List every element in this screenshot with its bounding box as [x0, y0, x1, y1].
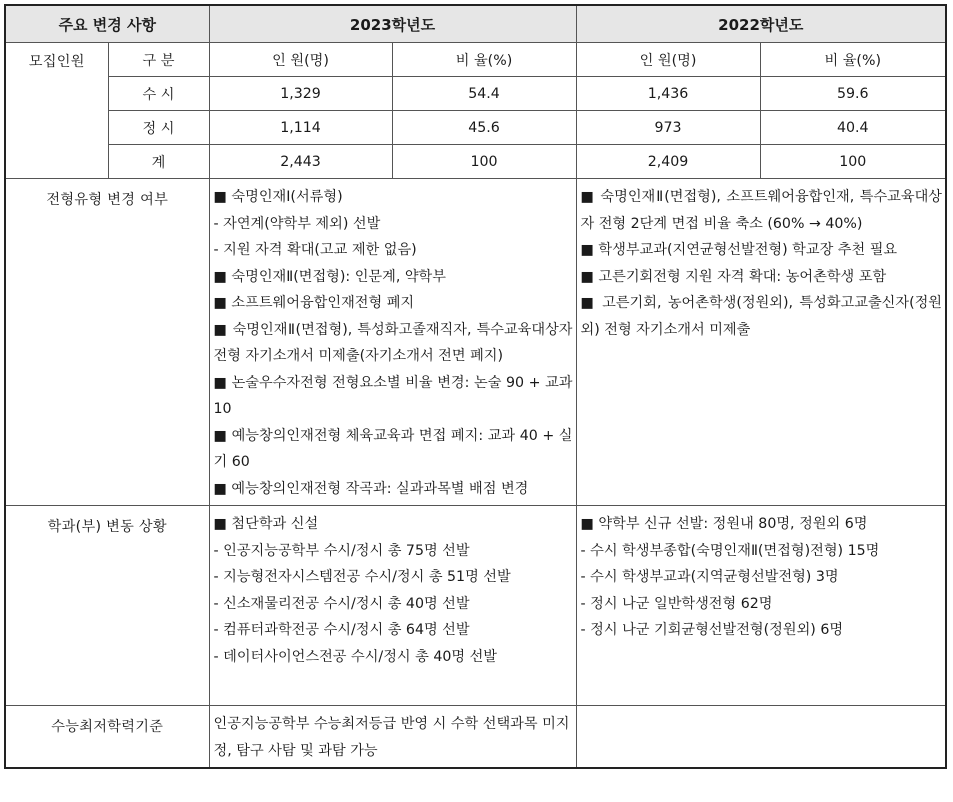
cell-value: 100: [392, 145, 576, 179]
list-item: - 데이터사이언스전공 수시/정시 총 40명 선발: [213, 648, 498, 665]
cell-value: 2,443: [209, 145, 392, 179]
list-item: - 수시 학생부교과(지역균형선발전형) 3명: [580, 569, 839, 585]
admission-changes-table: [4, 4, 947, 769]
recruit-subheader-row: [5, 43, 946, 77]
dept-change-label: 학과(부) 변동 상황: [5, 506, 209, 706]
list-item: - 인공지능공학부 수시/정시 총 75명 선발: [213, 542, 470, 559]
type-change-row: [5, 179, 946, 506]
list-item: - 정시 나군 기회균형선발전형(정원외) 6명: [580, 622, 844, 638]
list-item: ■ 고른기회전형 지원 자격 확대: 농어촌학생 포함: [580, 268, 887, 285]
list-item: ■ 예능창의인재전형 체육교육과 면접 폐지: 교과 40 + 실기 60: [213, 427, 573, 470]
cell-value: 973: [576, 111, 760, 145]
cell-value: 1,329: [209, 77, 392, 111]
row-name: 계: [108, 145, 209, 179]
type-change-label: 전형유형 변경 여부: [5, 179, 209, 506]
list-item: ■ 논술우수자전형 전형요소별 비율 변경: 논술 90 + 교과 10: [213, 374, 573, 417]
list-item: ■ 숙명인재Ⅰ(서류형): [213, 189, 343, 205]
list-item: - 자연계(약학부 제외) 선발: [213, 215, 381, 232]
cell-value: 45.6: [392, 111, 576, 145]
header-2022: 2022학년도: [576, 5, 946, 43]
header-row: [5, 5, 946, 43]
table-row: [5, 145, 946, 179]
table-row: [5, 77, 946, 111]
col-ratio-2022: 비 율(%): [760, 43, 946, 77]
cell-value: 59.6: [760, 77, 946, 111]
table-row: [5, 111, 946, 145]
list-item: ■ 고른기회, 농어촌학생(정원외), 특성화고교출신자(정원외) 전형 자기소개서 미제출: [580, 295, 943, 338]
list-item: ■ 예능창의인재전형 작곡과: 실과과목별 배점 변경: [213, 480, 529, 497]
list-item: - 정시 나군 일반학생전형 62명: [580, 595, 773, 612]
dept-change-2022: [576, 506, 946, 706]
type-change-2023: [209, 179, 576, 506]
col-count-2022: 인 원(명): [576, 43, 760, 77]
recruit-label: 모집인원: [5, 43, 108, 179]
csat-2023: 인공지능공학부 수능최저등급 반영 시 수학 선택과목 미지정, 탐구 사탐 및 과탐 가능: [209, 706, 576, 769]
header-2023: 2023학년도: [209, 5, 576, 43]
cell-value: 54.4: [392, 77, 576, 111]
list-item: ■ 약학부 신규 선발: 정원내 80명, 정원외 6명: [580, 516, 868, 532]
list-item: - 지능형전자시스템전공 수시/정시 총 51명 선발: [213, 569, 511, 585]
list-item: ■ 숙명인재Ⅱ(면접형), 특성화고졸재직자, 특수교육대상자 전형 자기소개서 미제출(자기소개서 전면 폐지): [213, 321, 573, 364]
header-main-changes: 주요 변경 사항: [5, 5, 209, 43]
list-item: ■ 숙명인재Ⅱ(면접형): 인문계, 약학부: [213, 268, 446, 285]
list-item: - 컴퓨터과학전공 수시/정시 총 64명 선발: [213, 622, 470, 638]
row-name: 정 시: [108, 111, 209, 145]
list-item: ■ 첨단학과 신설: [213, 516, 319, 532]
cell-value: 100: [760, 145, 946, 179]
list-item: ■ 소프트웨어융합인재전형 폐지: [213, 295, 415, 311]
sub-header-category: 구 분: [108, 43, 209, 77]
col-ratio-2023: 비 율(%): [392, 43, 576, 77]
col-count-2023: 인 원(명): [209, 43, 392, 77]
cell-value: 1,436: [576, 77, 760, 111]
type-change-2022: [576, 179, 946, 506]
cell-value: 2,409: [576, 145, 760, 179]
list-item: - 지원 자격 확대(고교 제한 없음): [213, 242, 417, 258]
row-name: 수 시: [108, 77, 209, 111]
csat-2022: [576, 706, 946, 769]
list-item: - 수시 학생부종합(숙명인재Ⅱ(면접형)전형) 15명: [580, 542, 880, 559]
cell-value: 40.4: [760, 111, 946, 145]
cell-value: 1,114: [209, 111, 392, 145]
csat-label: 수능최저학력기준: [5, 706, 209, 769]
dept-change-row: [5, 506, 946, 706]
csat-row: [5, 706, 946, 769]
dept-change-2023: [209, 506, 576, 706]
list-item: ■ 학생부교과(지연균형선발전형) 학교장 추천 필요: [580, 242, 898, 258]
list-item: - 신소재물리전공 수시/정시 총 40명 선발: [213, 595, 470, 612]
list-item: ■ 숙명인재Ⅱ(면접형), 소프트웨어융합인재, 특수교육대상자 전형 2단계 면접 비율 축소 (60% → 40%): [580, 189, 943, 232]
